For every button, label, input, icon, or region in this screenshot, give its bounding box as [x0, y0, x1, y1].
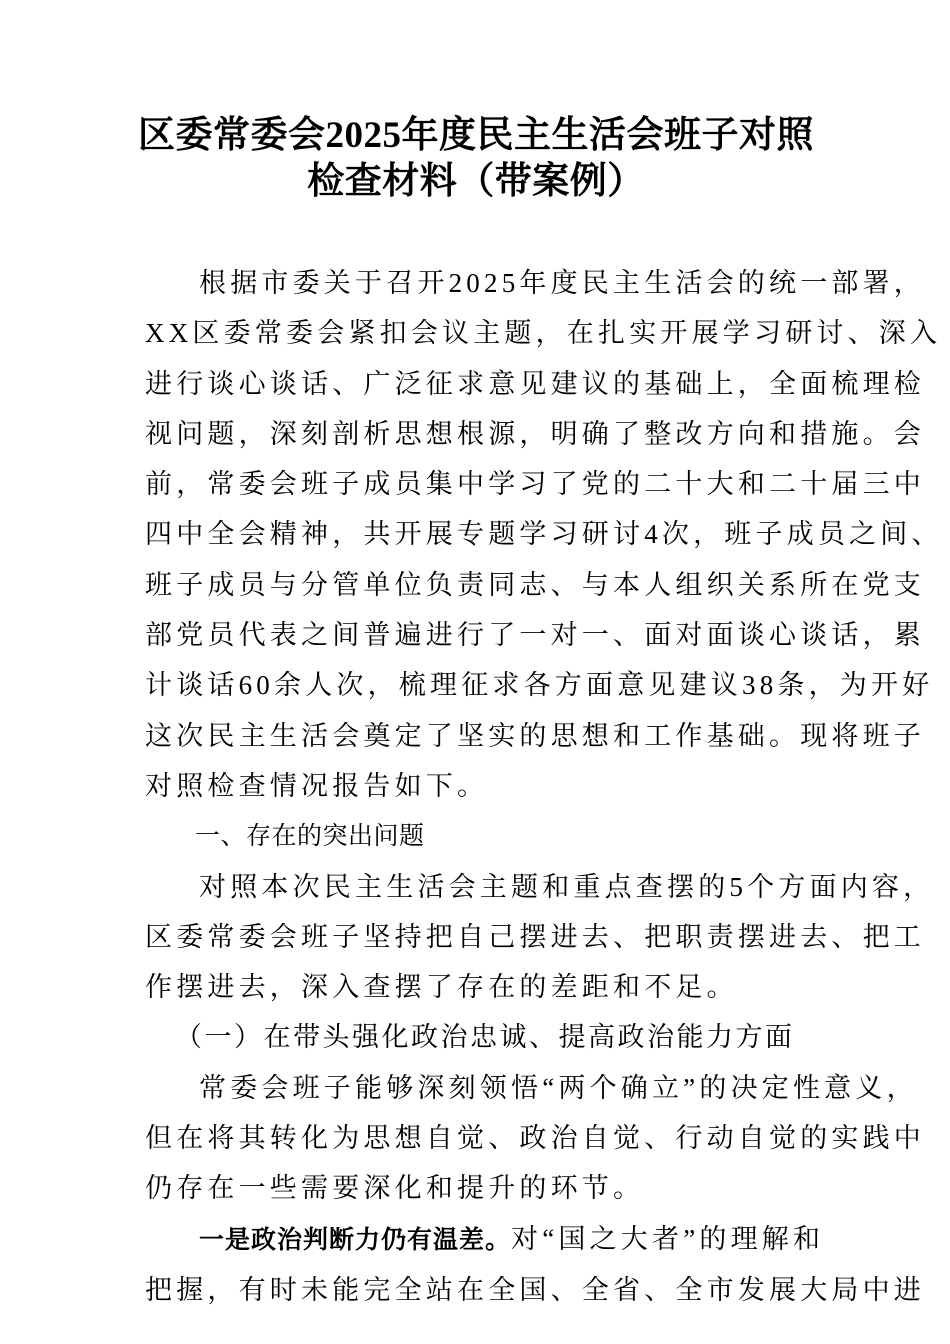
section-heading: 一、存在的突出问题 [195, 821, 425, 851]
title-line-1: 区委常委会2025年度民主生活会班子对照 [138, 115, 814, 156]
intro-paragraph [145, 258, 943, 811]
text-line: 作摆进去，深入查摆了存在的差距和不足。 [145, 972, 738, 1003]
text-line: 对照检查情况报告如下。 [145, 770, 489, 801]
text-line: 这次民主生活会奠定了坚实的思想和工作基础。现将班子 [145, 720, 925, 751]
text-line: XX区委常委会紧扣会议主题，在扎实开展学习研讨、深入 [145, 318, 942, 349]
section-paragraph [145, 862, 935, 1013]
text-line: 区委常委会班子坚持把自己摆进去、把职责摆进去、把工 [145, 921, 925, 952]
text-line: 部党员代表之间普遍进行了一对一、面对面谈心谈话，累 [145, 620, 925, 651]
text-line: 根据市委关于召开2025年度民主生活会的统一部署， [199, 268, 925, 298]
text-line: 把握，有时未能完全站在全国、全省、全市发展大局中进 [145, 1274, 925, 1305]
document-body [145, 258, 943, 1315]
text-line: 视问题，深刻剖析思想根源，明确了整改方向和措施。会 [145, 418, 925, 449]
text-line: 计谈话60余人次，梳理征求各方面意见建议38条，为开好 [145, 670, 934, 701]
subsection-heading: （一）在带头强化政治忠诚、提高政治能力方面 [175, 1022, 795, 1053]
text-line: 但在将其转化为思想自觉、政治自觉、行动自觉的实践中 [145, 1123, 925, 1154]
text-line: 前，常委会班子成员集中学习了党的二十大和二十届三中 [145, 469, 925, 500]
text-line: 班子成员与分管单位负责同志、与本人组织关系所在党支 [145, 569, 925, 600]
point-text: 对“国之大者”的理解和 [511, 1223, 825, 1254]
text-line: 常委会班子能够深刻领悟“两个确立”的决定性意义， [199, 1072, 918, 1103]
subsection-paragraph [145, 1063, 925, 1214]
document-title [135, 113, 817, 205]
point-paragraph [145, 1214, 925, 1316]
text-line [145, 1214, 825, 1265]
text-line: 四中全会精神，共开展专题学习研讨4次，班子成员之间、 [145, 519, 943, 550]
text-line: 仍存在一些需要深化和提升的环节。 [145, 1173, 645, 1204]
text-line: 进行谈心谈话、广泛征求意见建议的基础上，全面梳理检 [145, 368, 925, 399]
text-line: 对照本次民主生活会主题和重点查摆的5个方面内容， [199, 871, 935, 902]
title-line-2: 检查材料（带案例） [307, 161, 645, 202]
point-lead: 一是政治判断力仍有温差。 [199, 1224, 512, 1254]
